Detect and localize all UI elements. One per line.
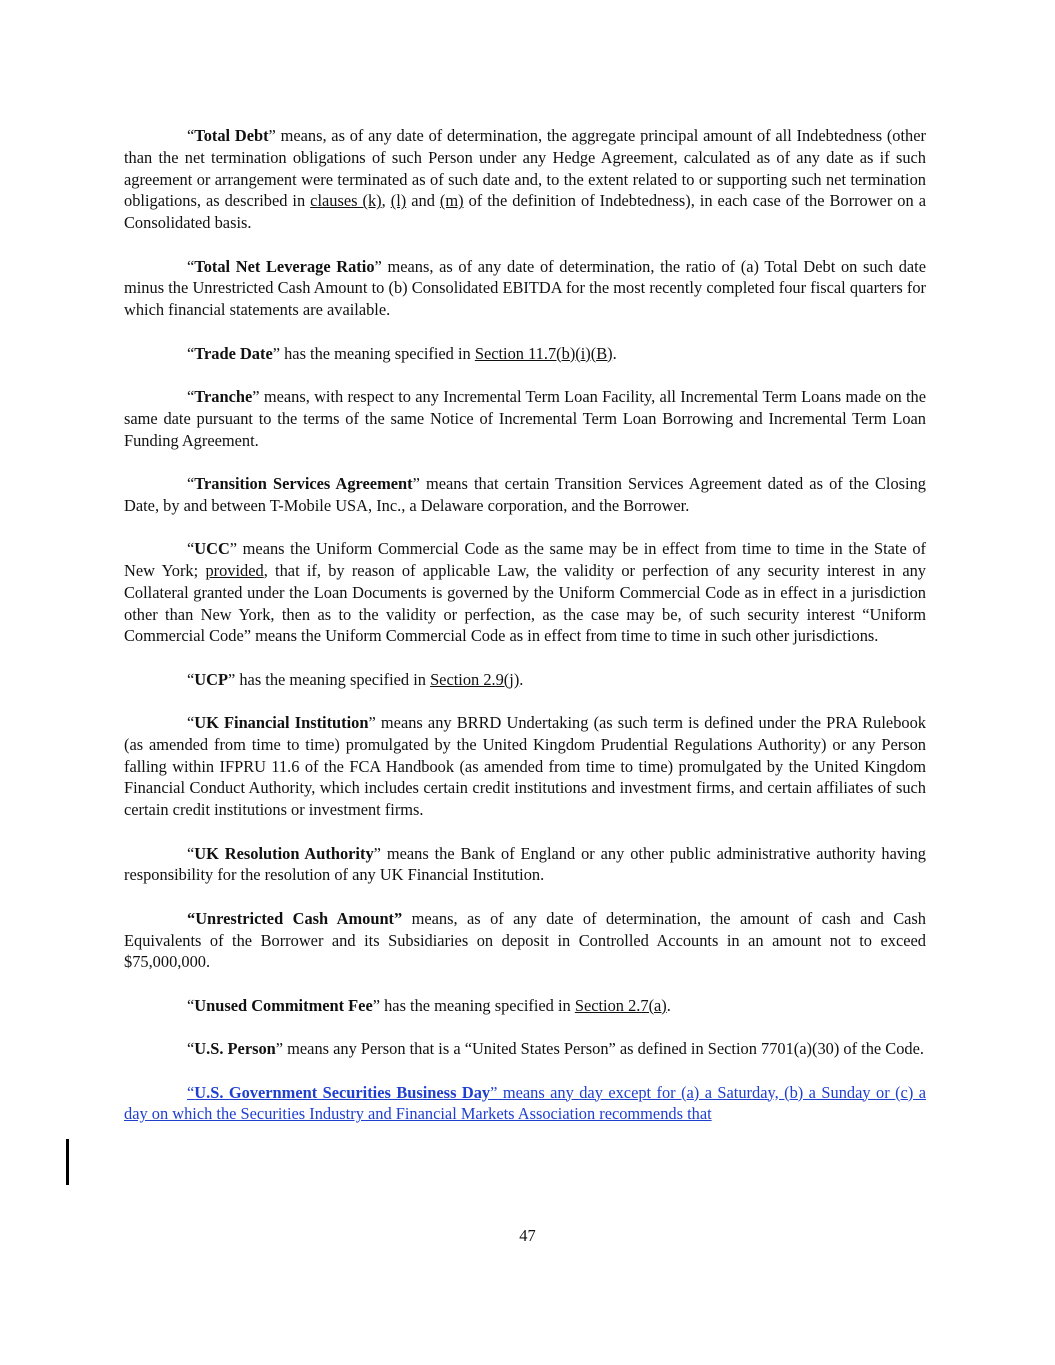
cross-reference: (m) bbox=[439, 191, 464, 211]
definition-10: “Unused Commitment Fee” has the meaning specified in Section 2.7(a). bbox=[187, 995, 671, 1015]
defined-term: Trade Date bbox=[194, 343, 273, 363]
definition-3: “Tranche” means, with respect to any Incremental Term Loan Facility, all Incremental Term Loans made on the same date pursuant to the terms of the same Notice of Incremental Term Loan Borrowing and Incremental Term Loan Funding Agreement. bbox=[124, 386, 926, 450]
definition-text: , bbox=[381, 191, 391, 211]
definition-text: , that if, by reason of applicable Law, the validity or perfection of any security interest in any Collateral granted under the Loan Documents is governed by the Uniform Commercial Code as in effect in a jurisdiction other than New York, then as to the validity or perfection, as the case may be, of such security interest “Uniform Commercial Code” means the Uniform Commercial Code as in effect from time to time in such other jurisdictions. bbox=[124, 560, 926, 646]
definition-7: “UK Financial Institution” means any BRRD Undertaking (as such term is defined under the PRA Rulebook (as amended from time to time) promulgated by the United Kingdom Prudential Regulations Authority) or any Person falling within IFPRU 11.6 of the FCA Handbook (as amended from time to time) promulgated by the United Kingdom Financial Conduct Authority, which includes certain credit institutions and investment firms, and certain affiliates of such certain credit institutions or investment firms. bbox=[124, 713, 926, 820]
defined-term: UK Financial Institution bbox=[194, 713, 369, 733]
definition-text: means any BRRD Undertaking (as such term is defined under the PRA Rulebook (as amended from time to time) promulgated by the United Kingdom Prudential Regulations Authority) or any Person falling within IFPRU 11.6 of the FCA Handbook (as amended from time to time) promulgated by the United Kingdom Financial Conduct Authority, which includes certain credit institutions and investment firms, and certain affiliates of such certain credit institutions or investment firms. bbox=[124, 713, 926, 820]
definition-text: has the meaning specified in bbox=[235, 669, 431, 689]
definition-text: means any day except for (a) a Saturday, (b) a Sunday or (c) a day on which the Securities Industry and Financial Markets Association recommends that bbox=[124, 1082, 926, 1124]
definition-text: has the meaning specified in bbox=[280, 343, 475, 363]
definition-text: means that certain Transition Services Agreement dated as of the Closing Date, by and between T-Mobile USA, Inc., a Delaware corporation, and the Borrower. bbox=[124, 473, 927, 515]
page-number: 47 bbox=[519, 1226, 536, 1245]
defined-term: Tranche bbox=[194, 386, 253, 406]
defined-term: Transition Services Agreement bbox=[194, 473, 413, 493]
definition-8: “UK Resolution Authority” means the Bank of England or any other public administrative authority having responsibility for the resolution of any UK Financial Institution. bbox=[124, 843, 926, 885]
defined-term: UCP bbox=[194, 669, 228, 689]
definition-text: of the definition of Indebtedness), in each case of the Borrower on a Consolidated basis. bbox=[124, 191, 926, 233]
definition-text: has the meaning specified in bbox=[380, 995, 575, 1015]
defined-term: UCC bbox=[194, 539, 230, 559]
definition-2: “Trade Date” has the meaning specified in Section 11.7(b)(i)(B). bbox=[187, 343, 617, 363]
definition-12: “U.S. Government Securities Business Day” means any day except for (a) a Saturday, (b) a Sunday or (c) a day on which the Securities Industry and Financial Markets Association recommends that bbox=[124, 1082, 926, 1124]
definition-text: means the Bank of England or any other public administrative authority having responsibility for the resolution of any UK Financial Institution. bbox=[124, 843, 926, 885]
definition-6: “UCP” has the meaning specified in Section 2.9(j). bbox=[187, 669, 524, 689]
cross-reference: provided bbox=[205, 560, 264, 580]
cross-reference: Section 11.7(b)(i)(B) bbox=[474, 343, 613, 363]
definition-text: . bbox=[666, 995, 671, 1015]
cross-reference: Section 2.7(a) bbox=[574, 995, 667, 1015]
definition-1: “Total Net Leverage Ratio” means, as of any date of determination, the ratio of (a) Total Debt on such date minus the Unrestricted Cash Amount to (b) Consolidated EBITDA for the most recently completed four fiscal quarters for which financial statements are available. bbox=[124, 256, 926, 320]
document-body bbox=[124, 125, 926, 1147]
defined-term: U.S. Person bbox=[194, 1039, 276, 1059]
definition-11: “U.S. Person” means any Person that is a “United States Person” as defined in Section 7701(a)(30) of the Code. bbox=[187, 1039, 924, 1059]
definition-text: means, as of any date of determination, the ratio of (a) Total Debt on such date minus the Unrestricted Cash Amount to (b) Consolidated EBITDA for the most recently completed four fiscal quarters for which financial statements are available. bbox=[124, 256, 926, 320]
definition-text: means, as of any date of determination, the amount of cash and Cash Equivalents of the Borrower and its Subsidiaries on deposit in Controlled Accounts in an amount not to exceed $75,000,000. bbox=[124, 908, 926, 972]
definition-text: means, as of any date of determination, the aggregate principal amount of all Indebtedness (other than the net termination obligations of such Person under any Hedge Agreement, calculated as of any date as if such agreement or arrangement were terminated as of such date and, to the extent related to or supporting such net termination obligations, as described in bbox=[124, 126, 926, 211]
definition-5: “UCC” means the Uniform Commercial Code as the same may be in effect from time to time in the State of New York; provided, that if, by reason of applicable Law, the validity or perfection of any security interest in any Collateral granted under the Loan Documents is governed by the Uniform Commercial Code as in effect in a jurisdiction other than New York, then as to the validity or perfection, as the case may be, of such security interest “Uniform Commercial Code” means the Uniform Commercial Code as in effect from time to time in such other jurisdictions. bbox=[124, 539, 926, 646]
defined-term: U.S. Government Securities Business Day bbox=[194, 1082, 491, 1102]
definition-text: means the Uniform Commercial Code as the same may be in effect from time to time in the State of New York; bbox=[124, 539, 926, 580]
definition-text: and bbox=[406, 191, 440, 211]
definition-text: means, with respect to any Incremental Term Loan Facility, all Incremental Term Loans made on the same date pursuant to the terms of the same Notice of Incremental Term Loan Borrowing and Incremental Term Loan Funding Agreement. bbox=[124, 386, 926, 450]
definition-text: means any Person that is a “United States Person” as defined in Section 7701(a)(30) of the Code. bbox=[283, 1039, 924, 1059]
change-bar bbox=[66, 1139, 69, 1185]
defined-term: UK Resolution Authority bbox=[194, 843, 374, 863]
defined-term: Unrestricted Cash Amount bbox=[195, 908, 395, 928]
cross-reference: Section 2.9(j) bbox=[430, 669, 520, 689]
defined-term: Total Debt bbox=[194, 126, 269, 145]
cross-reference: (l) bbox=[390, 191, 407, 211]
definition-0: “Total Debt” means, as of any date of determination, the aggregate principal amount of all Indebtedness (other than the net termination obligations of such Person under any Hedge Agreement, calculated as of any date as if such agreement or arrangement were terminated as of such date and, to the extent related to or supporting such net termination obligations, as described in clauses (k), (l) and (m) of the definition of Indebtedness), in each case of the Borrower on a Consolidated basis. bbox=[124, 126, 926, 233]
definition-4: “Transition Services Agreement” means that certain Transition Services Agreement dated as of the Closing Date, by and between T-Mobile USA, Inc., a Delaware corporation, and the Borrower. bbox=[124, 473, 927, 515]
defined-term: Unused Commitment Fee bbox=[194, 995, 373, 1015]
defined-term: Total Net Leverage Ratio bbox=[194, 256, 375, 276]
definition-9: “Unrestricted Cash Amount” means, as of any date of determination, the amount of cash and Cash Equivalents of the Borrower and its Subsidiaries on deposit in Controlled Accounts in an amount not to exceed $75,000,000. bbox=[124, 908, 926, 972]
definition-text: . bbox=[612, 343, 617, 363]
definition-text: . bbox=[519, 669, 524, 689]
cross-reference: clauses (k) bbox=[310, 191, 382, 211]
